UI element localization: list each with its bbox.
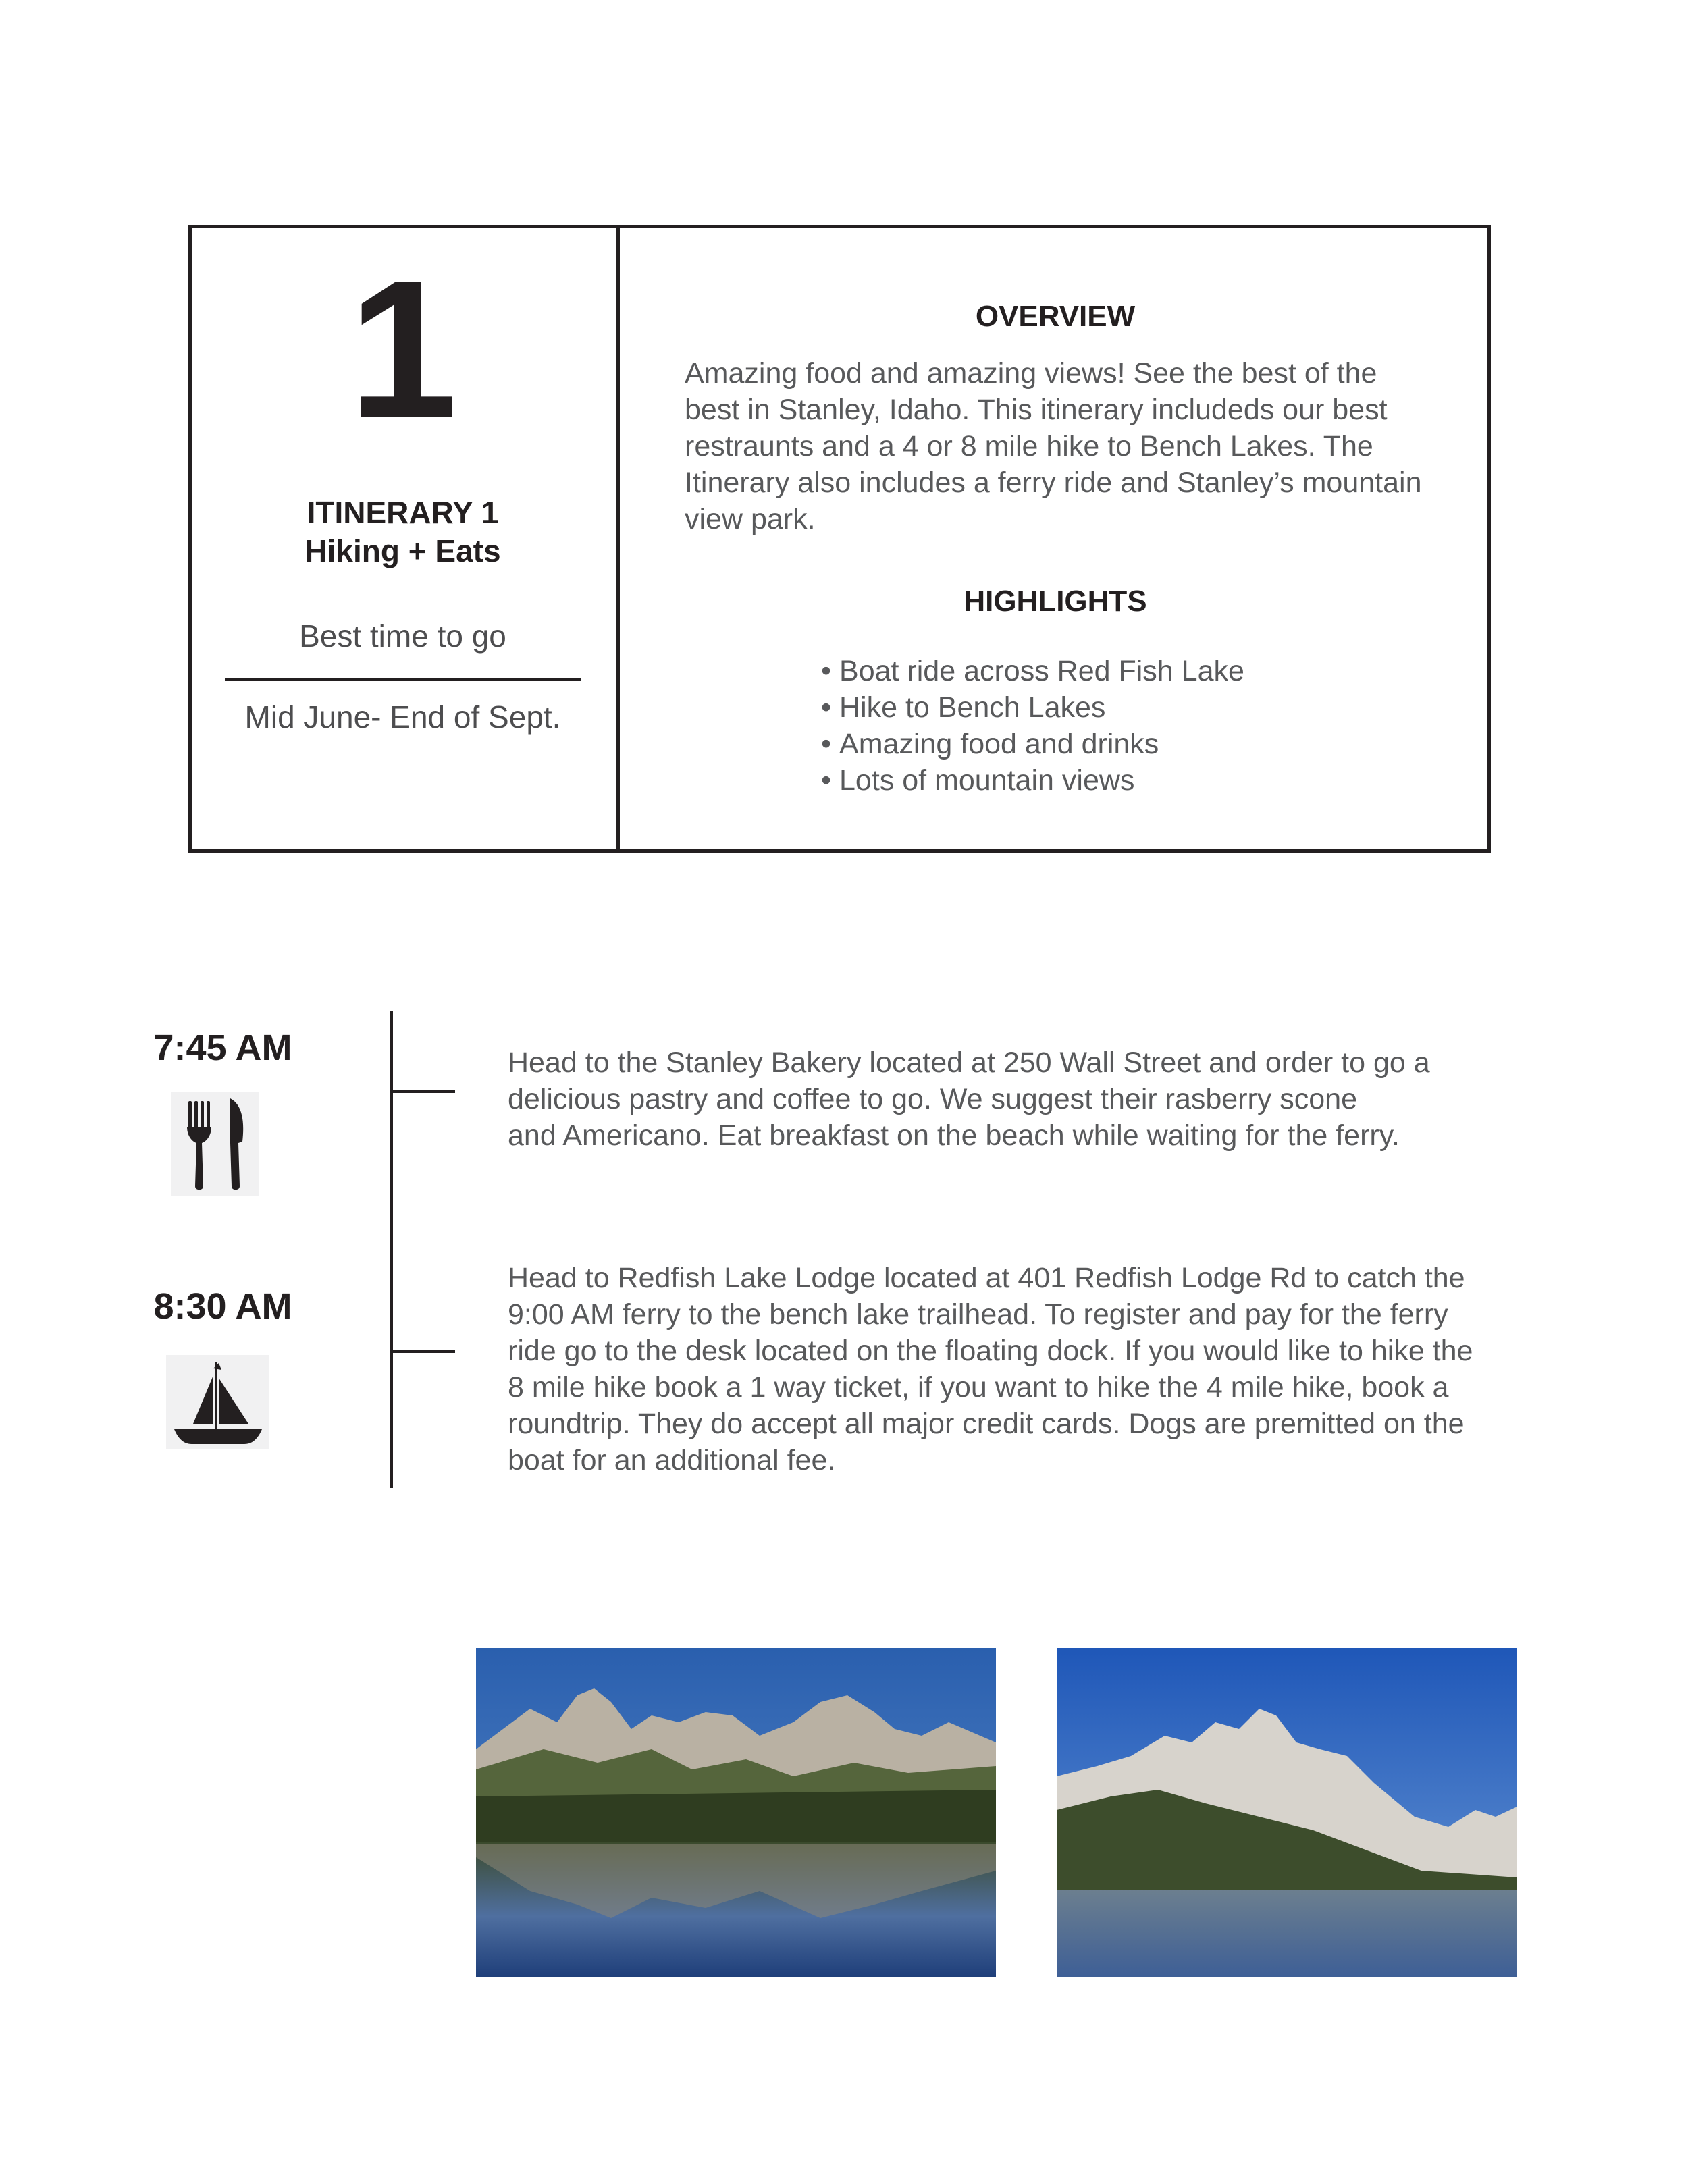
overview-text: [685, 355, 1441, 537]
itinerary-number: 1: [348, 240, 458, 458]
best-time-divider: [225, 678, 581, 681]
overview-heading: OVERVIEW: [975, 300, 1136, 333]
fork-knife-icon: [171, 1092, 259, 1196]
overview-line: Amazing food and amazing views! See the best of the: [685, 357, 1377, 390]
overview-line: view park.: [685, 503, 816, 535]
step-line: Head to the Stanley Bakery located at 250 Wall Street and order to go a: [508, 1046, 1430, 1079]
step-line: roundtrip. They do accept all major credit cards. Dogs are premitted on the: [508, 1408, 1465, 1440]
sailboat-icon: [166, 1355, 269, 1449]
itinerary-title: ITINERARY 1: [307, 495, 499, 530]
step-line: ride go to the desk located on the floating dock. If you would like to hike the: [508, 1335, 1473, 1367]
best-time-label: Best time to go: [299, 618, 506, 654]
overview-line: Itinerary also includes a ferry ride and Stanley’s mountain: [685, 467, 1422, 499]
highlight-item: • Amazing food and drinks: [821, 726, 1244, 762]
highlight-item: • Hike to Bench Lakes: [821, 689, 1244, 726]
itinerary-subtitle: Hiking + Eats: [305, 533, 501, 568]
step-line: boat for an additional fee.: [508, 1444, 836, 1476]
timeline-time: 8:30 AM: [153, 1286, 292, 1327]
highlights-heading: HIGHLIGHTS: [964, 585, 1147, 618]
timeline-step-text: [508, 1044, 1500, 1154]
timeline-tick: [392, 1090, 455, 1093]
mountain-lake-photo: [1057, 1648, 1517, 1977]
highlights-list: [821, 653, 1244, 799]
step-line: 8 mile hike book a 1 way ticket, if you want to hike the 4 mile hike, book a: [508, 1371, 1449, 1404]
timeline-step-text: [508, 1260, 1500, 1479]
overview-line: best in Stanley, Idaho. This itinerary includeds our best: [685, 394, 1388, 426]
timeline-tick: [392, 1350, 455, 1353]
step-line: Head to Redfish Lake Lodge located at 401 Redfish Lodge Rd to catch the: [508, 1262, 1465, 1294]
timeline-line: [390, 1011, 393, 1488]
step-line: 9:00 AM ferry to the bench lake trailhead. To register and pay for the ferry: [508, 1298, 1448, 1331]
highlight-item: • Lots of mountain views: [821, 762, 1244, 799]
lake-reflection-photo: [476, 1648, 996, 1977]
overview-line: restraunts and a 4 or 8 mile hike to Bench Lakes. The: [685, 430, 1373, 462]
step-line: delicious pastry and coffee to go. We suggest their rasberry scone: [508, 1083, 1358, 1115]
best-time-value: Mid June- End of Sept.: [244, 699, 561, 735]
highlight-item: • Boat ride across Red Fish Lake: [821, 653, 1244, 689]
step-line: and Americano. Eat breakfast on the beach while waiting for the ferry.: [508, 1119, 1400, 1152]
timeline-time: 7:45 AM: [153, 1028, 292, 1068]
